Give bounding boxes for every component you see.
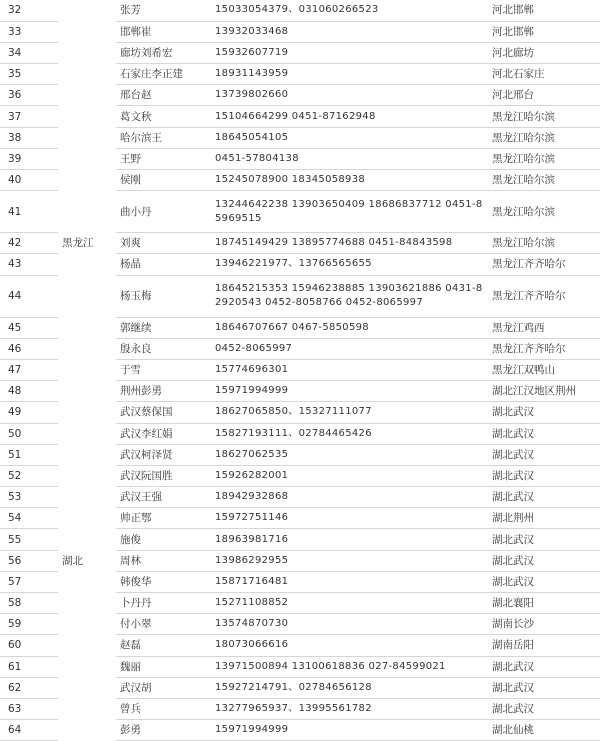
province-cell (58, 593, 116, 614)
phone-numbers: 15932607719 (211, 42, 488, 63)
phone-numbers: 13244642238 13903650409 18686837712 0451-85969515 (211, 191, 488, 233)
row-number: 36 (0, 85, 58, 106)
area-cell: 湖北武汉 (488, 402, 600, 423)
province-cell (58, 275, 116, 317)
contact-name: 武汉李红娟 (116, 423, 211, 444)
area-cell: 黑龙江鸡西 (488, 317, 600, 338)
phone-numbers: 18627062535 (211, 444, 488, 465)
table-row (0, 635, 600, 656)
phone-numbers: 15971994999 (211, 720, 488, 741)
phone-numbers: 13946221977、13766565655 (211, 254, 488, 275)
table-row (0, 42, 600, 63)
province-cell (58, 85, 116, 106)
table-row (0, 444, 600, 465)
phone-numbers: 18745149429 13895774688 0451-84843598 (211, 233, 488, 254)
row-number: 33 (0, 21, 58, 42)
phone-numbers: 13574870730 (211, 614, 488, 635)
area-cell: 河北邢台 (488, 85, 600, 106)
table-row (0, 487, 600, 508)
contact-name: 曾兵 (116, 698, 211, 719)
contact-name: 韩俊华 (116, 571, 211, 592)
province-cell (58, 170, 116, 191)
table-row (0, 170, 600, 191)
row-number: 51 (0, 444, 58, 465)
contact-name: 哈尔滨王 (116, 127, 211, 148)
phone-numbers: 13971500894 13100618836 027-84599021 (211, 656, 488, 677)
province-cell (58, 42, 116, 63)
table-row (0, 0, 600, 21)
row-number: 34 (0, 42, 58, 63)
phone-numbers: 15927214791、02784656128 (211, 677, 488, 698)
area-cell: 湖北武汉 (488, 656, 600, 677)
row-number: 58 (0, 593, 58, 614)
province-cell (58, 148, 116, 169)
area-cell: 湖北仙桃 (488, 720, 600, 741)
province-cell (58, 487, 116, 508)
row-number: 57 (0, 571, 58, 592)
area-cell: 湖北武汉 (488, 529, 600, 550)
phone-numbers: 18942932868 (211, 487, 488, 508)
phone-numbers: 15245078900 18345058938 (211, 170, 488, 191)
row-number: 47 (0, 359, 58, 380)
province-cell (58, 614, 116, 635)
phone-numbers: 15271108852 (211, 593, 488, 614)
table-row (0, 529, 600, 550)
phone-numbers: 18963981716 (211, 529, 488, 550)
row-number: 60 (0, 635, 58, 656)
table-row (0, 508, 600, 529)
area-cell: 黑龙江哈尔滨 (488, 233, 600, 254)
phone-numbers: 13739802660 (211, 85, 488, 106)
contact-name: 刘爽 (116, 233, 211, 254)
contact-name: 周林 (116, 550, 211, 571)
table-row (0, 359, 600, 380)
contact-name: 张芳 (116, 0, 211, 21)
area-cell: 湖北江汉地区荆州 (488, 381, 600, 402)
area-cell: 湖北武汉 (488, 444, 600, 465)
province-cell (58, 635, 116, 656)
phone-numbers: 15972751146 (211, 508, 488, 529)
row-number: 59 (0, 614, 58, 635)
phone-numbers: 15926282001 (211, 465, 488, 486)
contact-name: 廊坊刘希宏 (116, 42, 211, 63)
area-cell: 黑龙江哈尔滨 (488, 127, 600, 148)
area-cell: 黑龙江齐齐哈尔 (488, 338, 600, 359)
contact-name: 曲小丹 (116, 191, 211, 233)
province-cell (58, 381, 116, 402)
row-number: 50 (0, 423, 58, 444)
table-row (0, 127, 600, 148)
phone-numbers: 0451-57804138 (211, 148, 488, 169)
area-cell: 湖南岳阳 (488, 635, 600, 656)
contact-name: 石家庄李正建 (116, 64, 211, 85)
province-cell (58, 444, 116, 465)
province-cell (58, 656, 116, 677)
row-number: 32 (0, 0, 58, 21)
contact-name: 葛文秋 (116, 106, 211, 127)
table-row (0, 254, 600, 275)
row-number: 42 (0, 233, 58, 254)
table-row (0, 106, 600, 127)
row-number: 61 (0, 656, 58, 677)
table-row (0, 550, 600, 571)
province-cell (58, 106, 116, 127)
area-cell: 黑龙江哈尔滨 (488, 170, 600, 191)
area-cell: 湖北武汉 (488, 698, 600, 719)
table-row (0, 677, 600, 698)
province-cell (58, 529, 116, 550)
table-row (0, 593, 600, 614)
contact-name: 魏丽 (116, 656, 211, 677)
row-number: 62 (0, 677, 58, 698)
row-number: 46 (0, 338, 58, 359)
table-row (0, 423, 600, 444)
row-number: 49 (0, 402, 58, 423)
contact-name: 施俊 (116, 529, 211, 550)
area-cell: 黑龙江齐齐哈尔 (488, 254, 600, 275)
area-cell: 湖北武汉 (488, 487, 600, 508)
row-number: 38 (0, 127, 58, 148)
contact-name: 武汉柯泽贤 (116, 444, 211, 465)
area-cell: 湖北武汉 (488, 571, 600, 592)
area-cell: 湖南长沙 (488, 614, 600, 635)
province-cell: 湖北 (62, 554, 83, 567)
contact-name: 杨晶 (116, 254, 211, 275)
table-row (0, 64, 600, 85)
contact-name: 邢台赵 (116, 85, 211, 106)
contact-name: 武汉胡 (116, 677, 211, 698)
area-cell: 河北邯郸 (488, 0, 600, 21)
table-row (0, 614, 600, 635)
area-cell: 湖北武汉 (488, 550, 600, 571)
row-number: 63 (0, 698, 58, 719)
contact-name: 侯刚 (116, 170, 211, 191)
phone-numbers: 13932033468 (211, 21, 488, 42)
table-row (0, 465, 600, 486)
table-row (0, 317, 600, 338)
row-number: 35 (0, 64, 58, 85)
area-cell: 湖北武汉 (488, 465, 600, 486)
area-cell: 黑龙江哈尔滨 (488, 106, 600, 127)
province-cell (58, 402, 116, 423)
area-cell: 湖北襄阳 (488, 593, 600, 614)
phone-numbers: 15871716481 (211, 571, 488, 592)
phone-numbers: 15827193111、02784465426 (211, 423, 488, 444)
phone-numbers: 18073066616 (211, 635, 488, 656)
province-cell (58, 508, 116, 529)
phone-numbers: 18645215353 15946238885 13903621886 0431-82920543 0452-8058766 0452-8065997 (211, 275, 488, 317)
row-number: 56 (0, 550, 58, 571)
contact-name: 武汉蔡保国 (116, 402, 211, 423)
table-row (0, 233, 600, 254)
contact-name: 赵磊 (116, 635, 211, 656)
row-number: 55 (0, 529, 58, 550)
table-row (0, 381, 600, 402)
contact-name: 彭勇 (116, 720, 211, 741)
table-row (0, 656, 600, 677)
table-row (0, 720, 600, 741)
row-number: 52 (0, 465, 58, 486)
area-cell: 黑龙江哈尔滨 (488, 191, 600, 233)
contact-name: 殷永良 (116, 338, 211, 359)
province-cell: 黑龙江 (62, 237, 94, 250)
contact-name: 武汉王强 (116, 487, 211, 508)
province-cell (58, 571, 116, 592)
province-cell (58, 191, 116, 233)
province-cell (58, 465, 116, 486)
contact-name: 荆州彭勇 (116, 381, 211, 402)
province-cell (58, 359, 116, 380)
province-cell (58, 64, 116, 85)
area-cell: 湖北武汉 (488, 423, 600, 444)
phone-numbers: 18646707667 0467-5850598 (211, 317, 488, 338)
row-number: 64 (0, 720, 58, 741)
province-cell (58, 21, 116, 42)
table-row (0, 571, 600, 592)
row-number: 48 (0, 381, 58, 402)
province-cell (58, 338, 116, 359)
table-row (0, 275, 600, 317)
contact-name: 武汉阮国胜 (116, 465, 211, 486)
phone-numbers: 13277965937、13995561782 (211, 698, 488, 719)
contact-name: 邯郸崔 (116, 21, 211, 42)
province-cell (58, 0, 116, 21)
area-cell: 湖北武汉 (488, 677, 600, 698)
table-row (0, 21, 600, 42)
province-cell (58, 720, 116, 741)
area-cell: 黑龙江齐齐哈尔 (488, 275, 600, 317)
row-number: 53 (0, 487, 58, 508)
row-number: 39 (0, 148, 58, 169)
row-number: 45 (0, 317, 58, 338)
row-number: 44 (0, 275, 58, 317)
table-row (0, 402, 600, 423)
phone-numbers: 13986292955 (211, 550, 488, 571)
contact-name: 付小翠 (116, 614, 211, 635)
phone-numbers: 15104664299 0451-87162948 (211, 106, 488, 127)
table-row (0, 85, 600, 106)
row-number: 43 (0, 254, 58, 275)
province-cell (58, 677, 116, 698)
phone-numbers: 0452-8065997 (211, 338, 488, 359)
table-row (0, 148, 600, 169)
area-cell: 黑龙江双鸭山 (488, 359, 600, 380)
contact-name: 杨玉梅 (116, 275, 211, 317)
row-number: 54 (0, 508, 58, 529)
phone-numbers: 18645054105 (211, 127, 488, 148)
row-number: 37 (0, 106, 58, 127)
contact-name: 于雪 (116, 359, 211, 380)
province-cell (58, 423, 116, 444)
contact-name: 王野 (116, 148, 211, 169)
phone-numbers: 15033054379、031060266523 (211, 0, 488, 21)
row-number: 41 (0, 191, 58, 233)
area-cell: 河北廊坊 (488, 42, 600, 63)
table-row (0, 338, 600, 359)
phone-numbers: 15971994999 (211, 381, 488, 402)
area-cell: 黑龙江哈尔滨 (488, 148, 600, 169)
province-cell (58, 698, 116, 719)
province-cell (58, 254, 116, 275)
area-cell: 河北石家庄 (488, 64, 600, 85)
phone-numbers: 18931143959 (211, 64, 488, 85)
contact-name: 帅正鄂 (116, 508, 211, 529)
phone-numbers: 18627065850、15327111077 (211, 402, 488, 423)
province-cell (58, 317, 116, 338)
area-cell: 湖北荆州 (488, 508, 600, 529)
row-number: 40 (0, 170, 58, 191)
table-row (0, 191, 600, 233)
province-cell (58, 127, 116, 148)
table-row (0, 698, 600, 719)
contact-name: 卜丹丹 (116, 593, 211, 614)
phone-numbers: 15774696301 (211, 359, 488, 380)
contact-name: 郭继续 (116, 317, 211, 338)
area-cell: 河北邯郸 (488, 21, 600, 42)
